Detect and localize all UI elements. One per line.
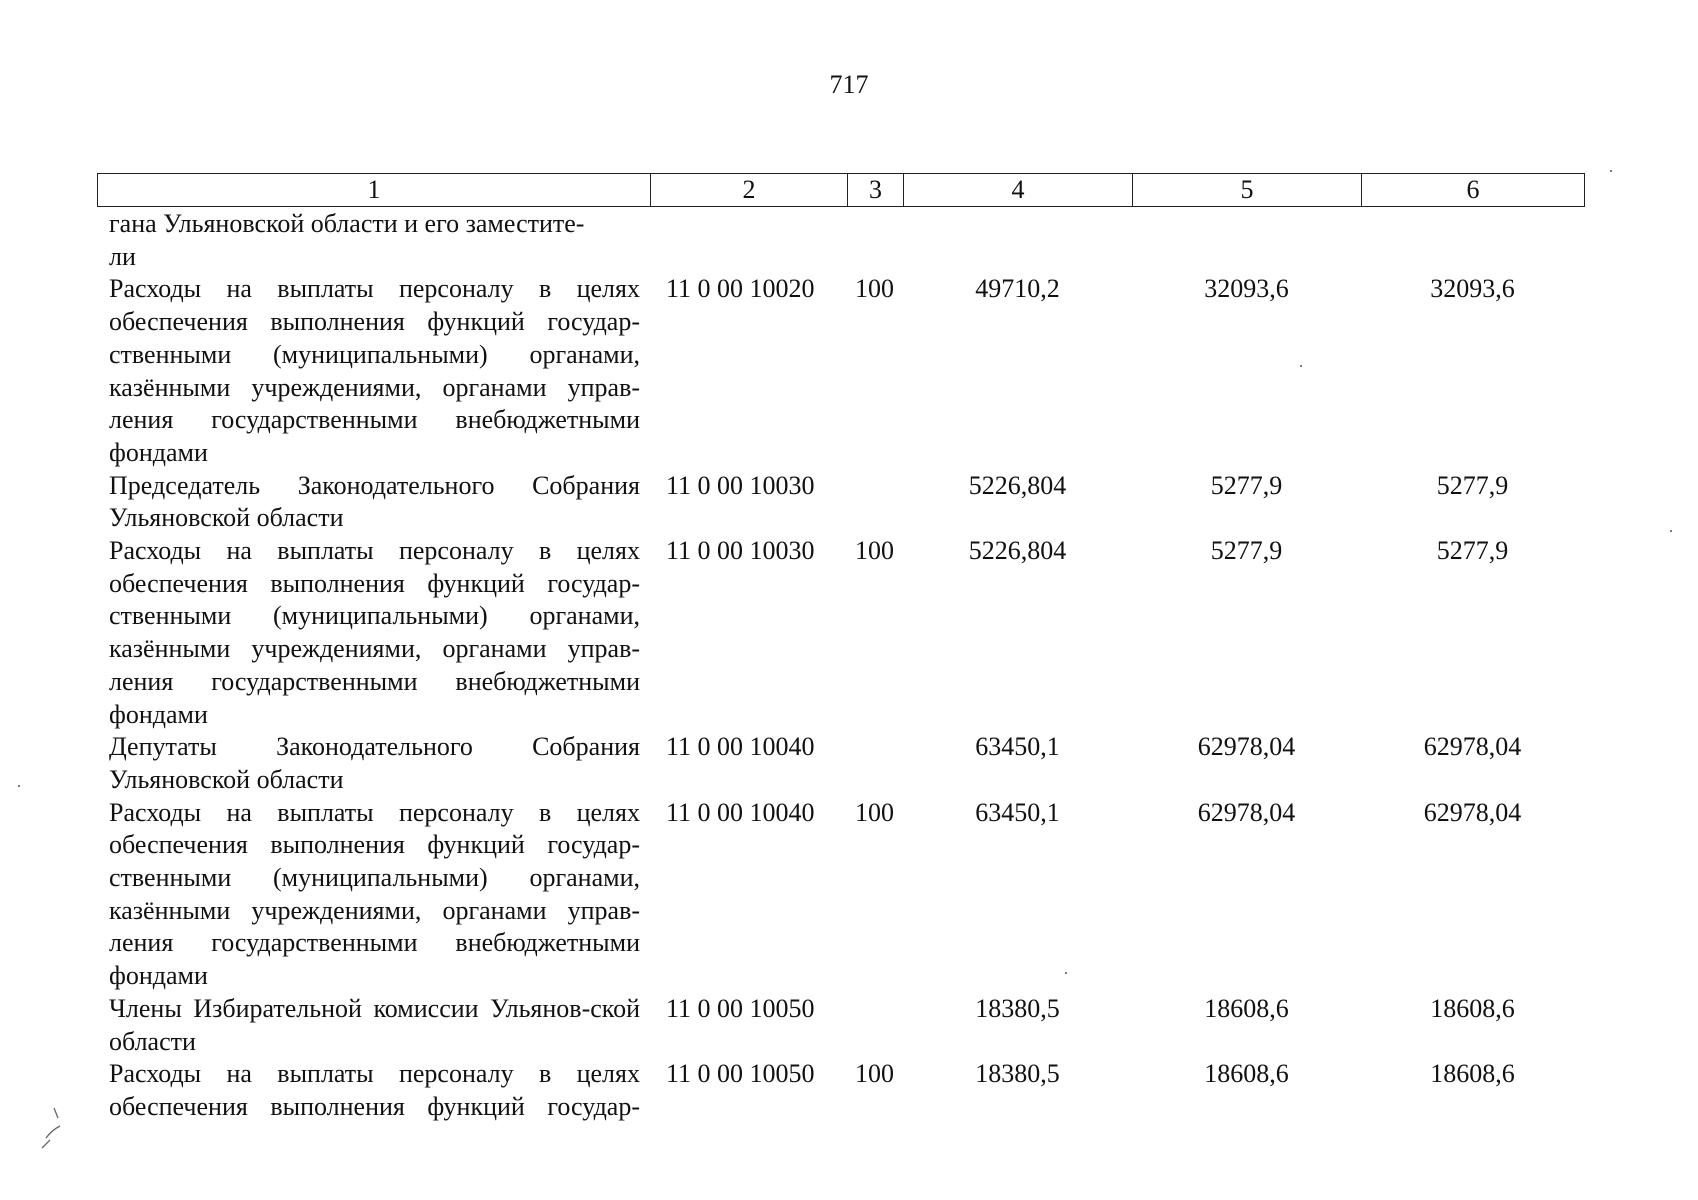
row-value-6: 32093,6	[1430, 274, 1515, 304]
row-code: 11 0 00 10050	[666, 993, 815, 1023]
header-col-6: 6	[1362, 174, 1585, 207]
scan-speck	[1610, 170, 1612, 172]
row-code: 11 0 00 10030	[666, 470, 815, 500]
scan-speck	[1065, 972, 1067, 974]
row-type	[847, 208, 903, 273]
row-code	[650, 208, 847, 273]
row-name: гана Ульяновской области и его заместите- ли	[109, 209, 585, 271]
row-type: 100	[855, 274, 894, 304]
header-col-3: 3	[848, 174, 904, 207]
row-value-4: 5226,804	[968, 536, 1067, 566]
row-value-4: 63450,1	[975, 797, 1060, 827]
row-code: 11 0 00 10040	[666, 732, 815, 762]
row-name: Расходы на выплаты персоналу в целях обеспечения выполнения функций государ-ственными (муниципальными) органами, казёнными учреждениями, органами управ-ления государственными внебюджетными фондами	[109, 797, 640, 991]
scan-speck	[18, 785, 20, 787]
row-code: 11 0 00 10050	[666, 1059, 815, 1089]
row-value-5: 32093,6	[1204, 274, 1289, 304]
row-type: 100	[855, 1059, 894, 1089]
row-value-5	[1132, 208, 1361, 273]
table-row	[97, 535, 1584, 731]
row-value-5: 62978,04	[1197, 797, 1296, 827]
header-col-1: 1	[98, 174, 651, 207]
table-row	[97, 731, 1584, 796]
row-name: Расходы на выплаты персоналу в целях обеспечения выполнения функций государ-ственными (муниципальными) органами, казёнными учреждениями, органами управ-ления государственными внебюджетными фондами	[109, 536, 640, 729]
row-name: Расходы на выплаты персоналу в целях обеспечения выполнения функций государ-ственными (муниципальными) органами, казёнными учреждениями, органами управ-ления государственными внебюджетными фондами	[109, 274, 640, 467]
row-value-6: 62978,04	[1423, 797, 1522, 827]
row-name: Расходы на выплаты персоналу в целях обеспечения выполнения функций государ-	[109, 1059, 640, 1121]
table-header	[97, 173, 1585, 207]
header-col-5: 5	[1133, 174, 1362, 207]
row-type	[847, 993, 903, 1058]
row-code: 11 0 00 10040	[666, 797, 815, 827]
row-name: Депутаты Законодательного Собрания Ульяновской области	[109, 732, 640, 794]
row-type	[847, 731, 903, 796]
budget-table	[97, 208, 1584, 1124]
row-value-6: 18608,6	[1430, 1059, 1515, 1089]
table-row	[97, 208, 1584, 273]
row-value-4	[903, 208, 1132, 273]
header-col-2: 2	[651, 174, 848, 207]
table-row	[97, 1058, 1584, 1123]
scan-speck	[1670, 530, 1672, 532]
table-row	[97, 273, 1584, 469]
header-row	[98, 174, 1585, 207]
row-value-5: 62978,04	[1197, 732, 1296, 762]
row-value-5: 5277,9	[1210, 536, 1283, 566]
page-number: 717	[829, 70, 869, 99]
table-row	[97, 797, 1584, 993]
row-value-6	[1361, 208, 1584, 273]
scan-mark	[28, 1100, 68, 1160]
row-value-5: 18608,6	[1204, 1059, 1289, 1089]
row-value-6: 5277,9	[1436, 470, 1509, 500]
row-value-4: 63450,1	[975, 732, 1060, 762]
row-name: Члены Избирательной комиссии Ульянов-ской области	[109, 993, 640, 1056]
row-value-6: 62978,04	[1423, 732, 1522, 762]
row-value-4: 18380,5	[975, 1059, 1060, 1089]
row-name: Председатель Законодательного Собрания Ульяновской области	[109, 470, 640, 533]
row-value-6: 18608,6	[1430, 993, 1515, 1023]
table-row	[97, 470, 1584, 535]
row-value-4: 18380,5	[975, 993, 1060, 1023]
table-row	[97, 993, 1584, 1058]
row-value-5: 5277,9	[1210, 470, 1283, 500]
scan-speck	[1300, 365, 1302, 367]
row-code: 11 0 00 10030	[666, 536, 815, 566]
row-value-4: 5226,804	[968, 470, 1067, 500]
header-col-4: 4	[904, 174, 1133, 207]
row-type: 100	[855, 536, 894, 566]
row-value-5: 18608,6	[1204, 993, 1289, 1023]
row-value-4: 49710,2	[975, 274, 1060, 304]
row-type	[847, 470, 903, 535]
row-code: 11 0 00 10020	[666, 274, 815, 304]
row-type: 100	[855, 797, 894, 827]
row-value-6: 5277,9	[1436, 536, 1509, 566]
